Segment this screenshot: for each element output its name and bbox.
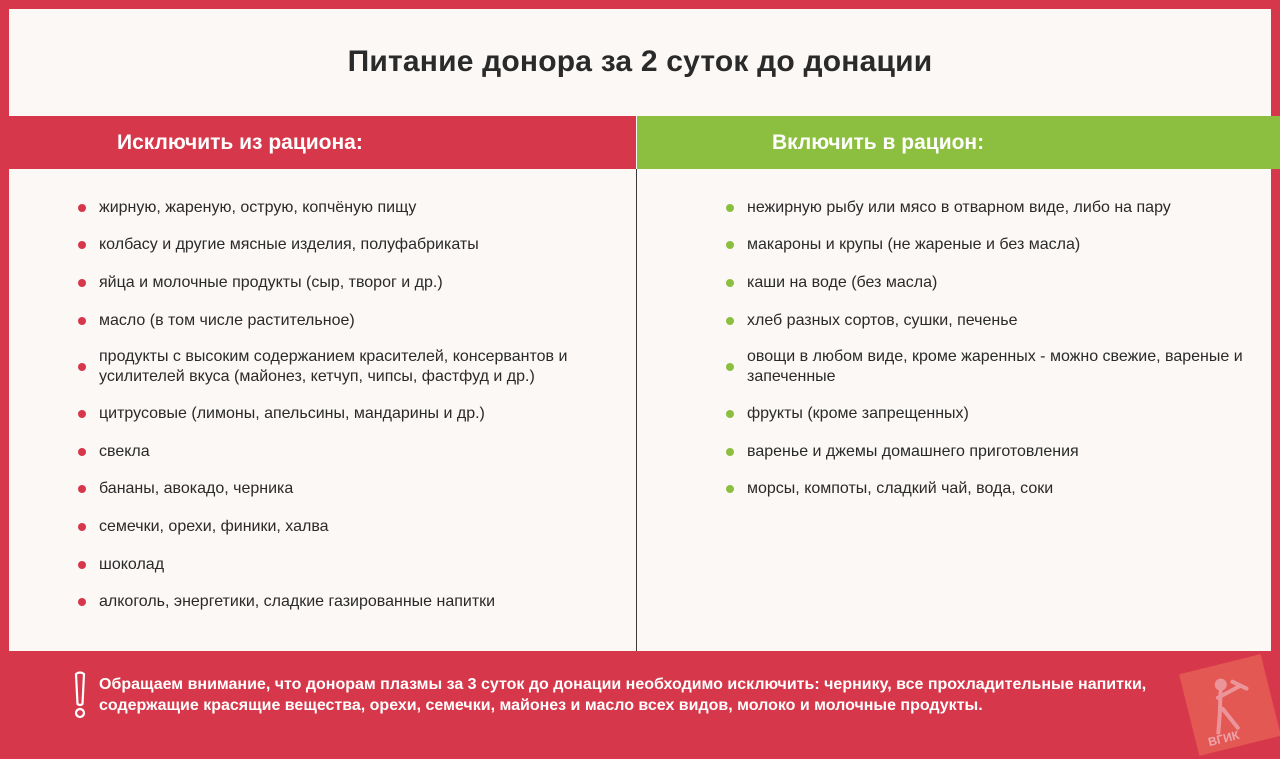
list-item-text: овощи в любом виде, кроме жаренных - можно свежие, вареные и запеченные (747, 348, 1243, 386)
stamp-text: ВГИК (1206, 727, 1241, 750)
green-bullet-icon (726, 279, 734, 287)
red-bullet-icon (78, 241, 86, 249)
list-item (723, 433, 1253, 471)
list-item (75, 264, 630, 302)
list-item-text: продукты с высоким содержанием красителей, консервантов и усилителей вкуса (майонез, кетчуп, чипсы, фастфуд и др.) (99, 348, 568, 386)
include-header (637, 116, 1280, 169)
red-bullet-icon (78, 279, 86, 287)
list-item-text: масло (в том числе растительное) (99, 311, 355, 329)
red-bullet-icon (78, 598, 86, 606)
list-item (723, 302, 1253, 340)
exclude-header (0, 116, 636, 169)
title-bar (9, 9, 1271, 115)
notice-footer (0, 651, 1280, 759)
list-item (723, 189, 1253, 227)
green-bullet-icon (726, 485, 734, 493)
red-bullet-icon (78, 448, 86, 456)
list-item (723, 264, 1253, 302)
content-frame (9, 9, 1271, 651)
exclude-heading: Исключить из рациона: (117, 130, 363, 154)
red-bullet-icon (78, 523, 86, 531)
red-bullet-icon (78, 204, 86, 212)
logo-stamp (1179, 654, 1280, 756)
list-item-text: каши на воде (без масла) (747, 273, 938, 291)
green-bullet-icon (726, 363, 734, 371)
list-item (75, 583, 630, 621)
list-item-text: шоколад (99, 555, 165, 573)
red-bullet-icon (78, 317, 86, 325)
green-bullet-icon (726, 241, 734, 249)
list-item (75, 546, 630, 584)
include-list (723, 189, 1253, 508)
red-bullet-icon (78, 561, 86, 569)
list-item-text: жирную, жареную, острую, копчёную пищу (99, 198, 417, 216)
list-item (723, 339, 1253, 395)
green-bullet-icon (726, 317, 734, 325)
list-item-text: фрукты (кроме запрещенных) (747, 405, 969, 423)
exclude-list (75, 189, 630, 621)
column-divider (636, 169, 637, 651)
green-bullet-icon (726, 410, 734, 418)
list-item-text: колбасу и другие мясные изделия, полуфабрикаты (99, 236, 479, 254)
list-item-text: алкоголь, энергетики, сладкие газированные напитки (99, 593, 496, 611)
list-item-text: бананы, авокадо, черника (99, 480, 294, 498)
list-item-text: макароны и крупы (не жареные и без масла) (747, 236, 1081, 254)
list-item (75, 433, 630, 471)
list-item-text: нежирную рыбу или мясо в отварном виде, либо на пару (747, 198, 1171, 216)
list-item (75, 227, 630, 265)
exclamation-icon (73, 671, 87, 719)
green-bullet-icon (726, 448, 734, 456)
list-item (75, 395, 630, 433)
list-item (723, 227, 1253, 265)
red-bullet-icon (78, 410, 86, 418)
red-bullet-icon (78, 363, 86, 371)
list-item-text: хлеб разных сортов, сушки, печенье (747, 311, 1018, 329)
include-heading: Включить в рацион: (772, 130, 985, 154)
notice-text: Обращаем внимание, что донорам плазмы за 3 суток до донации необходимо исключить: чернику, все прохладительные напитки, содержащие красящие вещества, орехи, семечки, майонез и масло всех видов, молоко и молочные продукты. (99, 676, 1147, 714)
list-item (75, 189, 630, 227)
list-item-text: морсы, компоты, сладкий чай, вода, соки (747, 480, 1054, 498)
list-item-text: семечки, орехи, финики, халва (99, 517, 329, 535)
list-item (723, 395, 1253, 433)
list-item (75, 302, 630, 340)
list-item-text: варенье и джемы домашнего приготовления (747, 442, 1079, 460)
list-item (723, 471, 1253, 509)
list-item-text: яйца и молочные продукты (сыр, творог и др.) (99, 273, 443, 291)
list-item (75, 471, 630, 509)
list-item-text: цитрусовые (лимоны, апельсины, мандарины и др.) (99, 405, 485, 423)
list-item-text: свекла (99, 442, 150, 460)
green-bullet-icon (726, 204, 734, 212)
list-item (75, 339, 630, 395)
list-item (75, 508, 630, 546)
page-title: Питание донора за 2 суток до донации (347, 45, 933, 78)
red-bullet-icon (78, 485, 86, 493)
